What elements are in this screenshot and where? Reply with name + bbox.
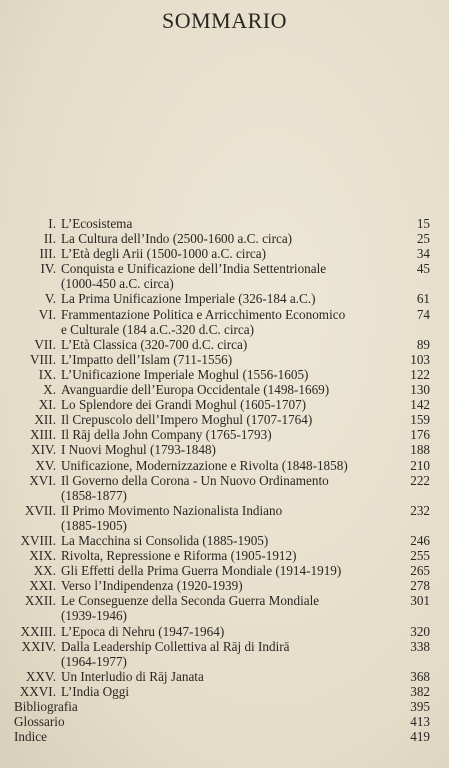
chapter-title: La Macchina si Consolida (1885-1905) [61,532,269,548]
toc-entry [0,563,449,578]
chapter-title: Conquista e Unificazione dell’India Settentrionale [61,261,327,277]
chapter-number: IV. [40,261,56,277]
toc-entry [0,473,449,503]
chapter-title-continuation: e Culturale (184 a.C.-320 d.C. circa) [61,321,254,337]
chapter-number: VI. [38,306,56,322]
page-title: SOMMARIO [161,8,288,33]
toc-entry [0,397,449,412]
chapter-title: Le Conseguenze della Seconda Guerra Mondiale [61,593,320,609]
toc-entry [0,442,449,457]
chapter-number: III. [39,246,56,262]
chapter-title: L’Età Classica (320-700 d.C. circa) [61,336,248,352]
chapter-number: XXI. [29,578,56,594]
page-number: 130 [410,382,430,398]
toc-entry [0,729,449,744]
chapter-title: Rivolta, Repressione e Riforma (1905-1912) [61,548,297,564]
chapter-number: XXV. [25,668,56,684]
chapter-title: L’India Oggi [61,683,130,699]
chapter-number: XIV. [30,442,56,458]
chapter-title: Verso l’Indipendenza (1920-1939) [61,578,243,594]
chapter-number: I. [48,216,56,231]
page-number: 34 [416,246,430,262]
chapter-number: XX. [33,563,56,579]
toc-entry [0,548,449,563]
chapter-number: XXII. [24,593,56,609]
chapter-title: La Prima Unificazione Imperiale (326-184 a.C.) [61,291,316,307]
chapter-number: II. [43,231,56,247]
page-number: 246 [410,532,430,548]
chapter-number: XXVI. [19,683,56,699]
toc-entry [0,367,449,382]
chapter-title: Gli Effetti della Prima Guerra Mondiale (1914-1919) [61,563,342,579]
chapter-number: VIII. [30,351,56,367]
chapter-title: Il Primo Movimento Nazionalista Indiano [61,502,283,518]
chapter-number: XI. [38,397,56,413]
toc-entry [0,246,449,261]
chapter-title: Glossario [14,714,65,730]
page-number: 61 [416,291,430,307]
chapter-title: L’Età degli Arii (1500-1000 a.C. circa) [61,246,266,262]
page-number: 301 [410,593,430,609]
chapter-number: VII. [34,336,56,352]
toc-entry [0,684,449,699]
toc-entry [0,624,449,639]
chapter-title: Un Interludio di Rāj Janata [61,668,204,684]
toc-entry [0,231,449,246]
chapter-number: XXIV. [21,638,56,654]
page-number: 188 [410,442,430,458]
chapter-title: Indice [14,729,47,745]
chapter-title: Avanguardie dell’Europa Occidentale (1498-1669) [61,382,330,398]
chapter-title-continuation: (1964-1977) [61,653,127,669]
chapter-title: I Nuovi Moghul (1793-1848) [61,442,216,458]
page-number: 122 [410,366,430,382]
toc-entry [0,699,449,714]
page-number: 222 [410,472,430,488]
toc-entry [0,593,449,623]
toc-entry [0,533,449,548]
page-number: 419 [410,729,430,745]
page-number: 176 [410,427,430,443]
chapter-title: Il Rāj della John Company (1765-1793) [61,427,272,443]
chapter-number: XXIII. [20,623,56,639]
page-number: 413 [410,714,430,730]
chapter-title: Unificazione, Modernizzazione e Rivolta (1848-1858) [61,457,348,473]
chapter-title: L’Epoca di Nehru (1947-1964) [61,623,225,639]
toc-entry [0,412,449,427]
toc-entry [0,639,449,669]
toc-entry [0,427,449,442]
toc-entry [0,669,449,684]
toc-entry [0,382,449,397]
toc-entry [0,352,449,367]
page-number: 395 [410,699,430,714]
page-number: 278 [410,578,430,594]
page-number: 45 [416,261,430,277]
toc-entry [0,337,449,352]
page-number: 15 [416,216,430,231]
chapter-number: XVI. [29,472,56,488]
page-number: 89 [416,336,430,352]
toc-entry [0,714,449,729]
page-number: 210 [410,457,430,473]
chapter-title-continuation: (1885-1905) [61,517,127,533]
chapter-title: Dalla Leadership Collettiva al Rāj di Indirā [61,638,290,654]
toc-entry [0,578,449,593]
chapter-title: L’Unificazione Imperiale Moghul (1556-1605) [61,366,309,382]
toc-entry [0,503,449,533]
toc-entry [0,307,449,337]
page-number: 382 [410,683,430,699]
chapter-number: XIX. [29,548,56,564]
page-number: 255 [410,548,430,564]
toc-entry [0,291,449,306]
page-number: 103 [410,351,430,367]
page-number: 232 [410,502,430,518]
chapter-title: Il Crepuscolo dell’Impero Moghul (1707-1764) [61,412,313,428]
chapter-number: V. [44,291,56,307]
chapter-number: IX. [38,366,56,382]
page-number: 74 [416,306,430,322]
chapter-title: Bibliografia [14,699,78,714]
chapter-number: XV. [35,457,56,473]
page-number: 265 [410,563,430,579]
chapter-title: Frammentazione Politica e Arricchimento Economico [61,306,346,322]
chapter-title: La Cultura dell’Indo (2500-1600 a.C. circa) [61,231,293,247]
chapter-title: L’Ecosistema [61,216,133,231]
chapter-number: XVIII. [20,532,56,548]
toc-entry [0,216,449,231]
page-number: 320 [410,623,430,639]
chapter-title-continuation: (1858-1877) [61,487,127,503]
page-number: 159 [410,412,430,428]
chapter-title: Il Governo della Corona - Un Nuovo Ordinamento [61,472,329,488]
chapter-title-continuation: (1939-1946) [61,608,127,624]
chapter-number: XVII. [24,502,56,518]
chapter-title-continuation: (1000-450 a.C. circa) [61,276,174,292]
page-number: 142 [410,397,430,413]
page-number: 368 [410,668,430,684]
toc-entry [0,261,449,291]
chapter-title: L’Impatto dell’Islam (711-1556) [61,351,233,367]
toc-entry [0,458,449,473]
page-number: 25 [416,231,430,247]
page-number: 338 [410,638,430,654]
chapter-number: XIII. [30,427,56,443]
chapter-number: XII. [34,412,56,428]
chapter-title: Lo Splendore dei Grandi Moghul (1605-1707) [61,397,307,413]
chapter-number: X. [43,382,56,398]
table-of-contents [0,216,449,744]
